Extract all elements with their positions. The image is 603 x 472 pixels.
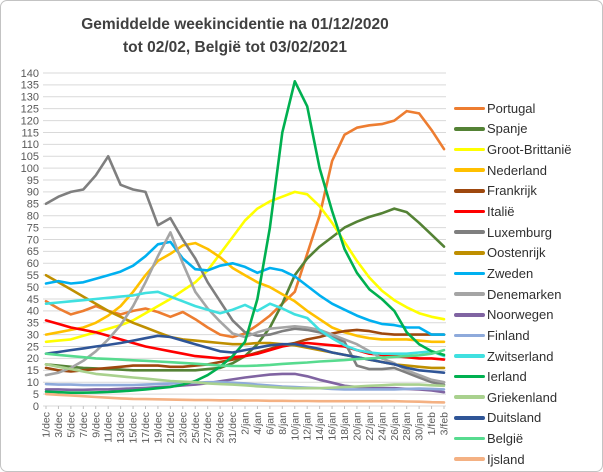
legend-swatch [454, 251, 485, 255]
legend-swatch [454, 416, 485, 420]
series-line-ijsland [46, 394, 444, 402]
legend-swatch [454, 313, 485, 317]
legend-item-ierland [454, 366, 572, 387]
x-axis-tick-label: 13/dec [115, 412, 128, 444]
y-axis-tick-label: 45 [26, 293, 39, 306]
legend-item-griekenland [454, 387, 572, 408]
legend-label: Ijsland [487, 451, 525, 467]
legend-label: Ierland [487, 369, 527, 385]
y-axis-tick-label: 110 [21, 139, 39, 152]
legend-item-nederland [454, 160, 572, 181]
y-axis-tick-label: 50 [26, 281, 39, 294]
legend-swatch [454, 375, 485, 379]
legend-label: Portugal [487, 100, 536, 116]
x-axis-tick-label: 5/dec [65, 412, 78, 438]
y-axis-tick-label: 105 [20, 151, 39, 164]
legend [454, 98, 572, 470]
chart-title-line1: Gemiddelde weekincidentie na 01/12/2020 [81, 16, 389, 33]
legend-label: Zweden [487, 265, 534, 281]
y-axis-tick-label: 125 [20, 103, 39, 116]
y-axis-tick-label: 15 [26, 365, 39, 378]
legend-label: Groot-Brittanië [487, 142, 572, 158]
x-axis-tick-label: 6/jan [264, 412, 277, 435]
legend-swatch [454, 354, 485, 358]
legend-item-ijsland [454, 449, 572, 470]
legend-label: Italië [487, 204, 515, 220]
y-axis-tick-label: 135 [20, 79, 39, 92]
legend-item-zweden [454, 263, 572, 284]
legend-swatch [454, 457, 485, 461]
y-axis-tick-label: 100 [20, 162, 39, 175]
x-axis-tick-label: 16/jan [326, 412, 339, 441]
legend-label: Luxemburg [487, 224, 553, 240]
x-axis-tick-label: 7/dec [77, 412, 90, 438]
legend-item-groot-brittani- [454, 139, 572, 160]
legend-label: Zwitserland [487, 348, 554, 364]
x-axis-tick-label: 12/jan [301, 412, 314, 441]
legend-swatch [454, 189, 485, 193]
y-axis-tick-label: 95 [26, 174, 39, 187]
y-axis-tick-label: 0 [32, 400, 39, 413]
y-axis-tick-label: 70 [26, 234, 39, 247]
legend-item-spanje [454, 119, 572, 140]
x-axis-tick-label: 17/dec [140, 412, 152, 444]
legend-swatch [454, 272, 485, 276]
x-axis-tick-label: 18/jan [339, 412, 351, 441]
x-axis-tick-label: 19/dec [152, 412, 165, 444]
y-axis-tick-label: 25 [26, 341, 39, 354]
x-axis-tick-label: 26/jan [388, 412, 401, 441]
x-axis-tick-label: 1/feb [426, 412, 439, 436]
y-axis-tick-label: 80 [26, 210, 39, 223]
legend-label: Duitsland [487, 410, 542, 426]
y-axis-tick-label: 75 [26, 222, 39, 235]
y-axis-tick-label: 30 [26, 329, 39, 342]
legend-swatch [454, 210, 485, 214]
legend-swatch [454, 168, 485, 172]
y-axis-tick-label: 60 [26, 258, 39, 271]
legend-label: Noorwegen [487, 307, 554, 323]
legend-item-noorwegen [454, 304, 572, 325]
y-axis-tick-label: 85 [26, 198, 39, 211]
legend-label: Nederland [487, 162, 547, 178]
legend-swatch [454, 334, 485, 338]
y-axis-tick-label: 35 [26, 317, 39, 330]
y-axis-tick-label: 40 [26, 305, 39, 318]
x-axis-tick-label: 28/jan [401, 412, 414, 441]
x-axis-tick-label: 11/dec [102, 412, 115, 443]
chart-title-line2: tot 02/02, België tot 03/02/2021 [123, 39, 347, 57]
legend-item-oostenrijk [454, 242, 572, 263]
legend-label: België [487, 431, 524, 447]
x-axis-tick-label: 1/dec [40, 412, 53, 438]
x-axis-tick-label: 31/dec [227, 412, 240, 444]
legend-label: Griekenland [487, 389, 558, 405]
legend-item-frankrijk [454, 181, 572, 202]
x-axis-tick-label: 30/jan [413, 412, 426, 441]
legend-label: Denemarken [487, 286, 562, 302]
legend-swatch [454, 395, 485, 399]
x-axis-tick-label: 24/jan [376, 412, 389, 441]
x-axis-tick-label: 3/feb [438, 412, 451, 436]
y-axis-tick-label: 20 [26, 353, 39, 366]
x-axis-tick-label: 9/dec [90, 412, 103, 438]
x-axis-tick-label: 3/dec [52, 412, 65, 438]
x-axis-tick-label: 20/jan [351, 412, 364, 441]
y-axis-tick-label: 55 [26, 269, 39, 282]
series-line-zweden [46, 242, 444, 335]
legend-item-itali- [454, 201, 572, 222]
x-axis-tick-label: 27/dec [202, 412, 215, 444]
legend-swatch [454, 127, 485, 131]
legend-item-portugal [454, 98, 572, 119]
y-axis-tick-label: 5 [32, 388, 39, 401]
legend-item-belgi- [454, 428, 572, 449]
legend-swatch [454, 292, 485, 296]
legend-item-finland [454, 325, 572, 346]
legend-item-duitsland [454, 408, 572, 429]
y-axis-tick-label: 10 [26, 377, 39, 390]
x-axis-tick-label: 21/dec [164, 412, 177, 444]
x-axis-tick-label: 29/dec [214, 412, 227, 444]
y-axis-tick-label: 115 [21, 127, 39, 140]
x-axis-tick-label: 8/jan [276, 412, 289, 435]
legend-item-zwitserland [454, 346, 572, 367]
legend-item-denemarken [454, 284, 572, 305]
legend-label: Oostenrijk [487, 245, 546, 261]
legend-label: Spanje [487, 121, 528, 137]
x-axis-tick-label: 2/jan [239, 412, 252, 435]
x-axis-tick-label: 4/jan [251, 412, 264, 435]
legend-item-luxemburg [454, 222, 572, 243]
y-axis-tick-label: 120 [20, 115, 39, 128]
legend-swatch [454, 437, 485, 441]
legend-swatch [454, 230, 485, 234]
legend-swatch [454, 107, 485, 111]
legend-label: Finland [487, 327, 530, 343]
y-axis-tick-label: 130 [20, 91, 39, 104]
y-axis-tick-label: 140 [20, 67, 39, 80]
x-axis-tick-label: 23/dec [177, 412, 190, 444]
x-axis-tick-label: 14/jan [314, 412, 327, 441]
x-axis-tick-label: 25/dec [189, 412, 202, 444]
y-axis-tick-label: 90 [26, 186, 39, 199]
legend-label: Frankrijk [487, 183, 537, 199]
legend-swatch [454, 148, 485, 152]
x-axis-tick-label: 10/jan [289, 412, 302, 441]
x-axis-tick-label: 22/jan [363, 412, 376, 441]
y-axis-tick-label: 65 [26, 246, 39, 259]
x-axis-tick-label: 15/dec [127, 412, 140, 444]
